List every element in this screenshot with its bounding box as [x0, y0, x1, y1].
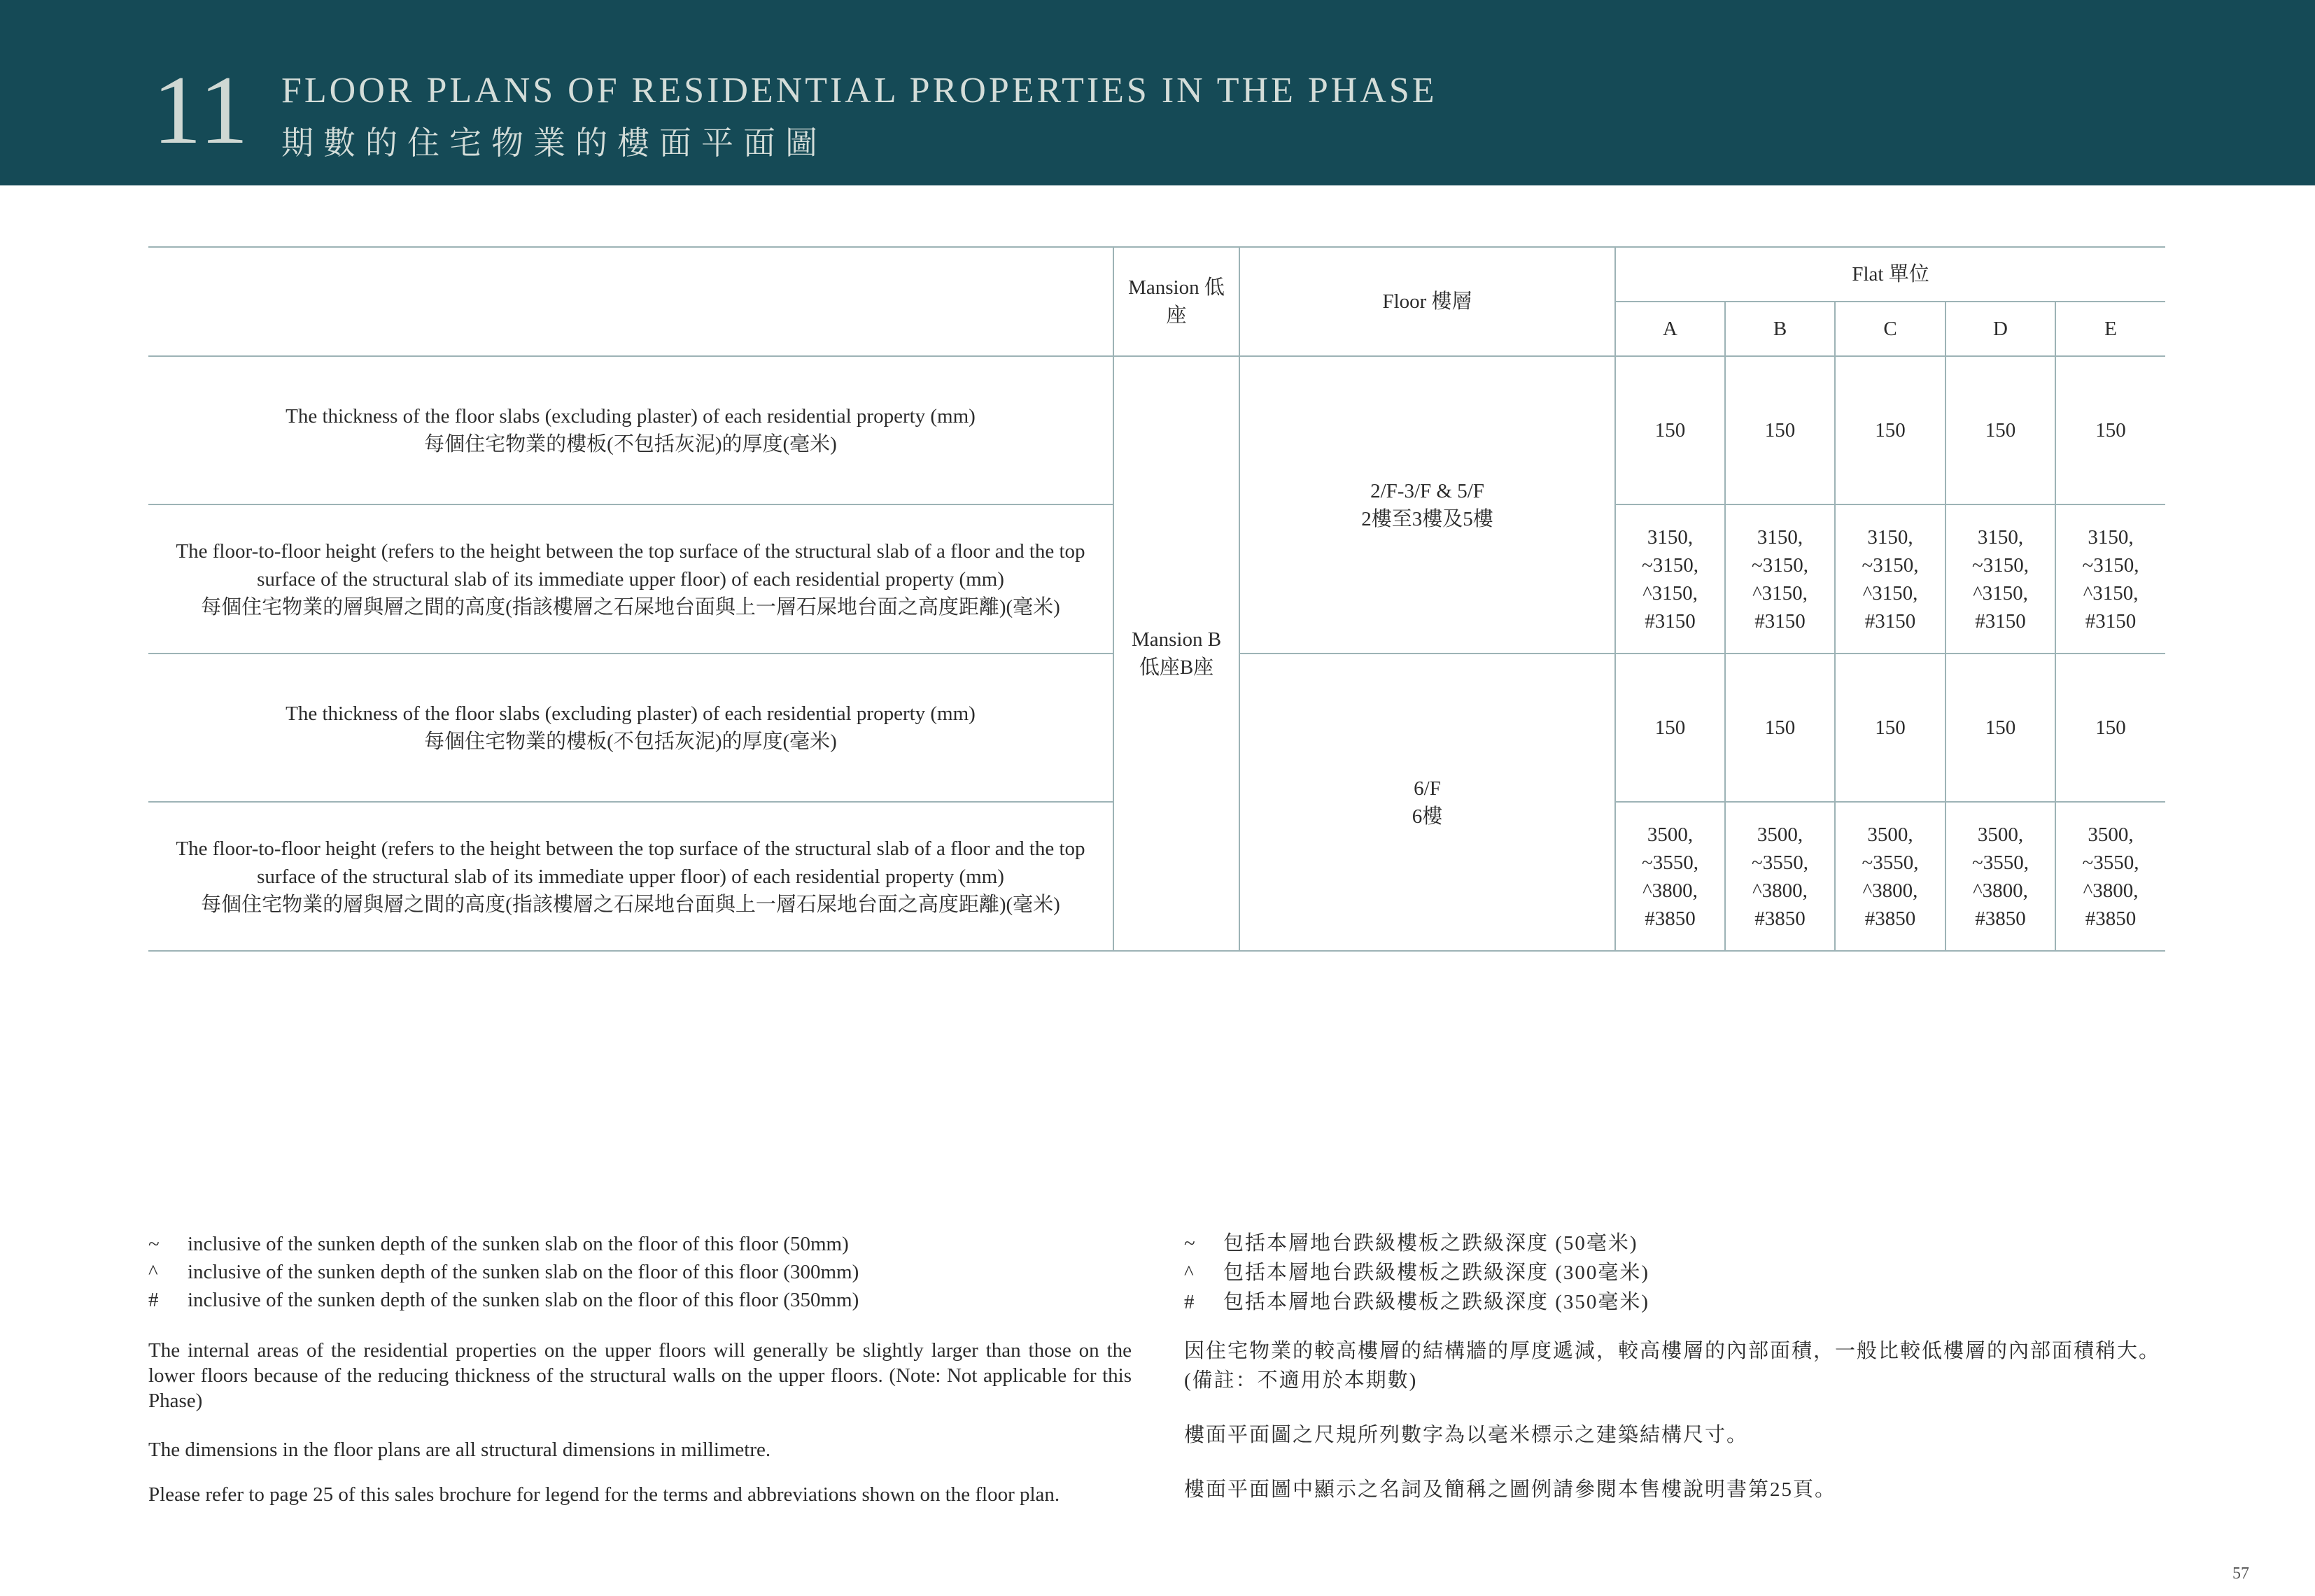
- flat-c-header: C: [1835, 302, 1945, 356]
- value-line: #3850: [1645, 907, 1696, 930]
- value-cell: [1725, 504, 1835, 654]
- row-description-zh: 每個住宅物業的樓板(不包括灰泥)的厚度(毫米): [424, 433, 837, 456]
- value-cell: 150: [1725, 356, 1835, 504]
- row-description: [148, 356, 1113, 504]
- row-description: [148, 504, 1113, 654]
- floor-cell: [1239, 654, 1615, 951]
- value-line: ~3550,: [1642, 851, 1698, 874]
- notes-zh: [1184, 1229, 2167, 1504]
- value-line: 3500,: [1647, 823, 1694, 846]
- value-cell: [1835, 504, 1945, 654]
- note-symbol: #: [148, 1289, 159, 1311]
- mansion-name-en: Mansion B: [1131, 628, 1222, 651]
- value-cell: 150: [2055, 654, 2165, 802]
- note-text: inclusive of the sunken depth of the sunken slab on the floor of this floor (300mm): [188, 1261, 859, 1283]
- note-text: 包括本層地台跌級樓板之跌級深度 (50毫米): [1223, 1232, 1638, 1255]
- row-description-zh: 每個住宅物業的層與層之間的高度(指該樓層之石屎地台面與上一層石屎地台面之高度距離)(毫米): [201, 595, 1060, 619]
- floor-name-zh: 6樓: [1412, 805, 1443, 828]
- note-text: inclusive of the sunken depth of the sunken slab on the floor of this floor (350mm): [188, 1289, 859, 1311]
- value-cell: 150: [1835, 356, 1945, 504]
- page-title-en: FLOOR PLANS OF RESIDENTIAL PROPERTIES IN THE PHASE: [281, 71, 1437, 111]
- value-line: ~3550,: [1752, 851, 1808, 874]
- value-line: ^3150,: [1973, 581, 2028, 605]
- value-cell: 150: [1615, 356, 1725, 504]
- value-line: ^3800,: [1642, 879, 1698, 902]
- note-paragraph: 樓面平面圖中顯示之名詞及簡稱之圖例請參閱本售樓說明書第25頁。: [1184, 1478, 1837, 1501]
- note-item: [148, 1286, 1132, 1314]
- value-line: 3500,: [1977, 823, 2024, 846]
- value-line: #3850: [1864, 907, 1916, 930]
- value-cell: 150: [1945, 356, 2055, 504]
- value-line: #3850: [1754, 907, 1806, 930]
- value-cell: [2055, 504, 2165, 654]
- value-cell: [1945, 802, 2055, 951]
- value-line: ^3800,: [1752, 879, 1808, 902]
- note-symbol: ^: [148, 1261, 158, 1283]
- value-line: ~3150,: [1642, 553, 1698, 577]
- value-line: ~3150,: [1972, 553, 2029, 577]
- note-text: inclusive of the sunken depth of the sunken slab on the floor of this floor (50mm): [188, 1233, 849, 1255]
- value-line: ~3150,: [2082, 553, 2139, 577]
- value-line: ~3150,: [1752, 553, 1808, 577]
- note-item: [1184, 1258, 2167, 1287]
- row-description: [148, 654, 1113, 802]
- value-line: ^3800,: [1973, 879, 2028, 902]
- value-line: ~3550,: [2082, 851, 2139, 874]
- value-cell: [1835, 802, 1945, 951]
- note-text: 包括本層地台跌級樓板之跌級深度 (300毫米): [1223, 1262, 1650, 1284]
- value-line: 3150,: [1757, 525, 1803, 549]
- floor-plan-table: [148, 246, 2165, 952]
- floor-header: Floor 樓層: [1239, 247, 1615, 356]
- value-line: 3150,: [1867, 525, 1913, 549]
- note-item: [1184, 1287, 2167, 1317]
- row-description-en: The floor-to-floor height (refers to the height between the top surface of the structural slab of a floor and the top surface of the structural slab of its immediate upper floor) of each residential property (mm): [176, 539, 1085, 591]
- note-text: 包括本層地台跌級樓板之跌級深度 (350毫米): [1223, 1291, 1650, 1313]
- value-line: ~3550,: [1862, 851, 1919, 874]
- mansion-name-zh: 低座B座: [1139, 656, 1214, 679]
- value-line: #3850: [2085, 907, 2137, 930]
- value-line: ^3150,: [2083, 581, 2139, 605]
- value-line: 3500,: [1757, 823, 1803, 846]
- value-line: #3150: [1645, 609, 1696, 633]
- notes-en: [148, 1230, 1132, 1509]
- note-symbol: ~: [148, 1233, 160, 1255]
- note-paragraph: The dimensions in the floor plans are all structural dimensions in millimetre.: [148, 1439, 771, 1461]
- value-line: #3150: [2085, 609, 2137, 633]
- value-cell: [1615, 802, 1725, 951]
- row-description-zh: 每個住宅物業的層與層之間的高度(指該樓層之石屎地台面與上一層石屎地台面之高度距離)(毫米): [201, 893, 1060, 916]
- value-cell: 150: [1945, 654, 2055, 802]
- page-number: 57: [2232, 1565, 2249, 1583]
- page-title-zh: 期數的住宅物業的樓面平面圖: [281, 125, 827, 161]
- value-line: ^3150,: [1862, 581, 1918, 605]
- value-line: 3150,: [1977, 525, 2024, 549]
- value-cell: 150: [1615, 654, 1725, 802]
- note-paragraph: 樓面平面圖之尺規所列數字為以毫米標示之建築結構尺寸。: [1184, 1424, 1749, 1446]
- value-line: 3500,: [1867, 823, 1913, 846]
- note-paragraph: Please refer to page 25 of this sales brochure for legend for the terms and abbreviations shown on the floor plan.: [148, 1483, 1060, 1506]
- value-cell: [1945, 504, 2055, 654]
- flat-e-header: E: [2055, 302, 2165, 356]
- row-description-en: The thickness of the floor slabs (excluding plaster) of each residential property (mm): [286, 702, 976, 725]
- floor-name-zh: 2樓至3樓及5樓: [1361, 507, 1493, 530]
- value-line: #3150: [1975, 609, 2026, 633]
- value-line: 3500,: [2088, 823, 2134, 846]
- row-description-en: The floor-to-floor height (refers to the height between the top surface of the structural slab of a floor and the top surface of the structural slab of its immediate upper floor) of each residential property (mm): [176, 837, 1085, 888]
- value-cell: [1615, 504, 1725, 654]
- flat-b-header: B: [1725, 302, 1835, 356]
- note-paragraph: The internal areas of the residential properties on the upper floors will generally be slightly larger than those on the lower floors because of the reducing thickness of the structural walls on the upper floors. (Note: Not applicable for this Phase): [148, 1339, 1132, 1412]
- mansion-cell: [1113, 356, 1239, 951]
- note-item: [148, 1230, 1132, 1258]
- section-number: 11: [153, 56, 250, 164]
- section-header: [0, 0, 2315, 185]
- flat-a-header: A: [1615, 302, 1725, 356]
- value-cell: [2055, 802, 2165, 951]
- value-cell: 150: [1725, 654, 1835, 802]
- value-line: ~3550,: [1972, 851, 2029, 874]
- row-description-en: The thickness of the floor slabs (excluding plaster) of each residential property (mm): [286, 405, 976, 428]
- note-item: [1184, 1229, 2167, 1258]
- table-corner-cell: [148, 247, 1113, 356]
- value-line: ^3800,: [2083, 879, 2139, 902]
- value-line: ^3150,: [1642, 581, 1698, 605]
- note-symbol: ^: [1184, 1262, 1195, 1284]
- value-line: #3150: [1864, 609, 1916, 633]
- note-symbol: #: [1184, 1291, 1196, 1313]
- value-line: #3150: [1754, 609, 1806, 633]
- row-description: [148, 802, 1113, 951]
- floor-name-en: 2/F-3/F & 5/F: [1370, 479, 1484, 502]
- floor-cell: [1239, 356, 1615, 654]
- note-paragraph: 因住宅物業的較高樓層的結構牆的厚度遞減，較高樓層的內部面積，一般比較低樓層的內部面積稍大。(備註：不適用於本期數): [1184, 1340, 2161, 1392]
- note-symbol: ~: [1184, 1232, 1197, 1255]
- value-line: ~3150,: [1862, 553, 1919, 577]
- value-cell: 150: [1835, 654, 1945, 802]
- mansion-header: Mansion 低座: [1113, 247, 1239, 356]
- floor-name-en: 6/F: [1414, 777, 1441, 800]
- value-cell: [1725, 802, 1835, 951]
- value-line: 3150,: [2088, 525, 2134, 549]
- row-description-zh: 每個住宅物業的樓板(不包括灰泥)的厚度(毫米): [424, 730, 837, 753]
- table-row: [148, 356, 2165, 504]
- value-line: 3150,: [1647, 525, 1694, 549]
- note-item: [148, 1258, 1132, 1286]
- flat-header: Flat 單位: [1615, 247, 2165, 302]
- value-line: ^3150,: [1752, 581, 1808, 605]
- value-cell: 150: [2055, 356, 2165, 504]
- flat-d-header: D: [1945, 302, 2055, 356]
- value-line: #3850: [1975, 907, 2026, 930]
- value-line: ^3800,: [1862, 879, 1918, 902]
